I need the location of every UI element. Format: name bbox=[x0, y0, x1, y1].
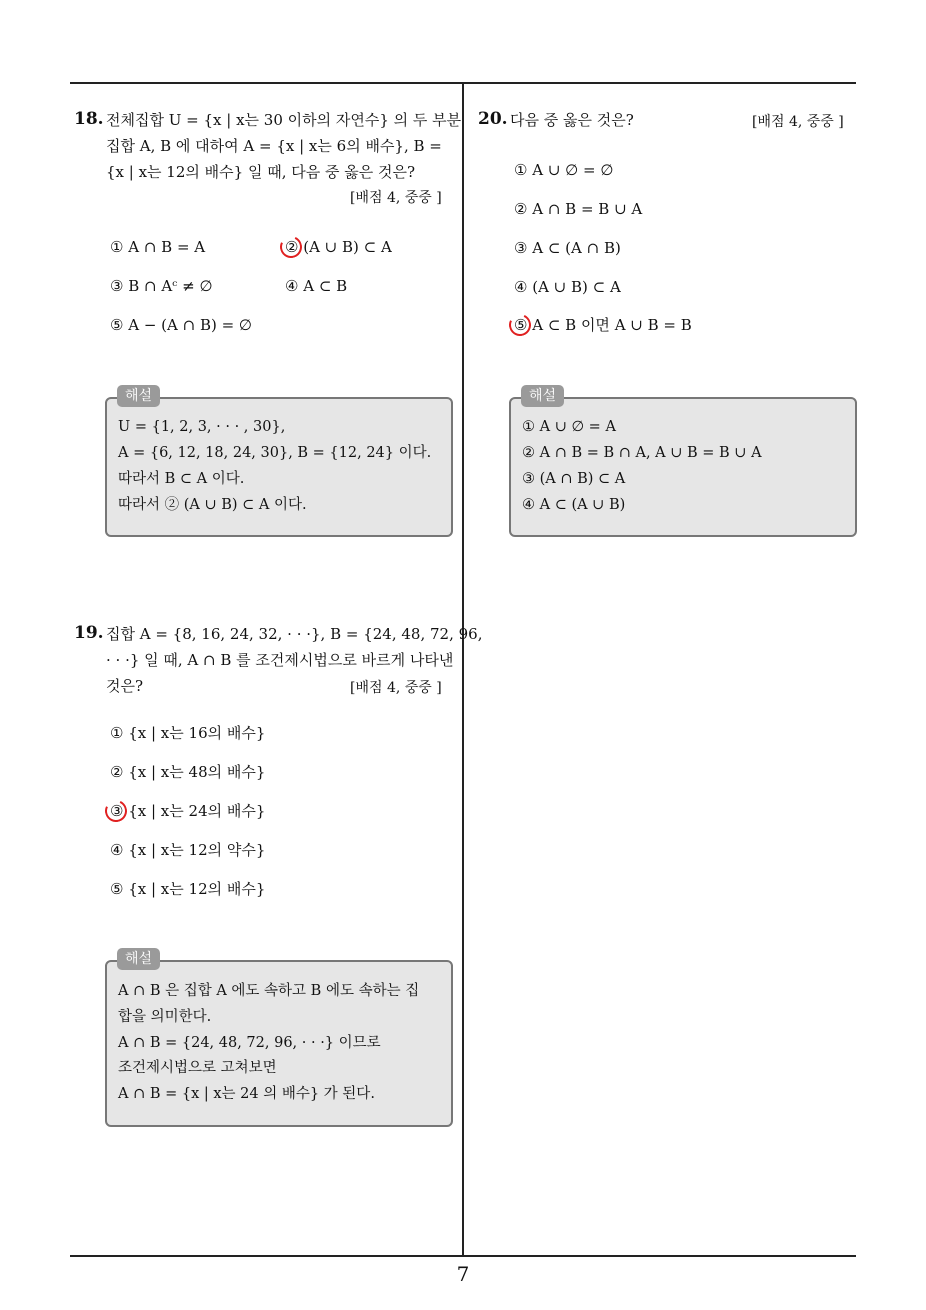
choice-2[interactable]: ② A ∩ B = B ∪ A bbox=[514, 200, 643, 218]
question-text-line: {x | x는 12의 배수} 일 때, 다음 중 옳은 것은? bbox=[106, 163, 416, 181]
question-text-line: 집합 A = {8, 16, 24, 32, · · ·}, B = {24, 48, 72, 96, bbox=[106, 625, 483, 643]
solution-line: 합을 의미한다. bbox=[118, 1009, 212, 1025]
solution-line: ④ A ⊂ (A ∪ B) bbox=[522, 497, 626, 513]
choice-5[interactable]: ⑤ {x | x는 12의 배수} bbox=[110, 880, 266, 898]
score-meta: [배점 4, 중중 ] bbox=[350, 680, 442, 696]
choice-3[interactable]: ③ {x | x는 24의 배수} bbox=[110, 802, 266, 820]
question-text-line: 집합 A, B 에 대하여 A = {x | x는 6의 배수}, B = bbox=[106, 137, 442, 155]
solution-line: 따라서 B ⊂ A 이다. bbox=[118, 471, 245, 487]
question-text-line: 것은? bbox=[106, 677, 144, 695]
column-divider bbox=[462, 82, 464, 1257]
question-text-line: 전체집합 U = {x | x는 30 이하의 자연수} 의 두 부분 bbox=[106, 111, 462, 129]
choice-4[interactable]: ④ (A ∪ B) ⊂ A bbox=[514, 278, 621, 296]
choice-2[interactable]: ② {x | x는 48의 배수} bbox=[110, 763, 266, 781]
question-number: 18. bbox=[74, 109, 104, 129]
choice-5[interactable]: ⑤ A − (A ∩ B) = ∅ bbox=[110, 316, 252, 334]
solution-line: 조건제시법으로 고쳐보면 bbox=[118, 1060, 277, 1076]
solution-line: A ∩ B 은 집합 A 에도 속하고 B 에도 속하는 집 bbox=[118, 983, 420, 999]
choice-3[interactable]: ③ A ⊂ (A ∩ B) bbox=[514, 239, 621, 257]
page-number: 7 bbox=[456, 1262, 470, 1286]
question-text-line: · · ·} 일 때, A ∩ B 를 조건제시법으로 바르게 나타낸 bbox=[106, 651, 454, 669]
choice-1[interactable]: ① A ∪ ∅ = ∅ bbox=[514, 161, 614, 179]
solution-line: ③ (A ∩ B) ⊂ A bbox=[522, 471, 626, 487]
choice-5[interactable]: ⑤ A ⊂ B 이면 A ∪ B = B bbox=[514, 316, 692, 334]
solution-line: A ∩ B = {24, 48, 72, 96, · · ·} 이므로 bbox=[118, 1035, 381, 1051]
solution-tag: 해설 bbox=[117, 948, 160, 970]
question-text-line: 다음 중 옳은 것은? bbox=[510, 111, 634, 129]
solution-tag: 해설 bbox=[521, 385, 564, 407]
solution-line: A ∩ B = {x | x는 24 의 배수} 가 된다. bbox=[118, 1086, 375, 1102]
solution-line: ① A ∪ ∅ = A bbox=[522, 419, 616, 435]
solution-line: A = {6, 12, 18, 24, 30}, B = {12, 24} 이다. bbox=[118, 445, 432, 461]
choice-4[interactable]: ④ A ⊂ B bbox=[285, 277, 348, 295]
question-number: 20. bbox=[478, 109, 508, 129]
score-meta: [배점 4, 중중 ] bbox=[350, 190, 442, 206]
choice-1[interactable]: ① A ∩ B = A bbox=[110, 238, 206, 256]
choice-3[interactable]: ③ B ∩ Aᶜ ≠ ∅ bbox=[110, 277, 213, 295]
solution-tag: 해설 bbox=[117, 385, 160, 407]
score-meta: [배점 4, 중중 ] bbox=[752, 114, 844, 130]
solution-line: ② A ∩ B = B ∩ A, A ∪ B = B ∪ A bbox=[522, 445, 762, 461]
solution-line: 따라서 ② (A ∪ B) ⊂ A 이다. bbox=[118, 497, 307, 513]
bottom-rule bbox=[70, 1255, 856, 1257]
choice-1[interactable]: ① {x | x는 16의 배수} bbox=[110, 724, 266, 742]
solution-line: U = {1, 2, 3, · · · , 30}, bbox=[118, 419, 286, 435]
choice-2[interactable]: ② (A ∪ B) ⊂ A bbox=[285, 238, 392, 256]
question-number: 19. bbox=[74, 623, 104, 643]
choice-4[interactable]: ④ {x | x는 12의 약수} bbox=[110, 841, 266, 859]
